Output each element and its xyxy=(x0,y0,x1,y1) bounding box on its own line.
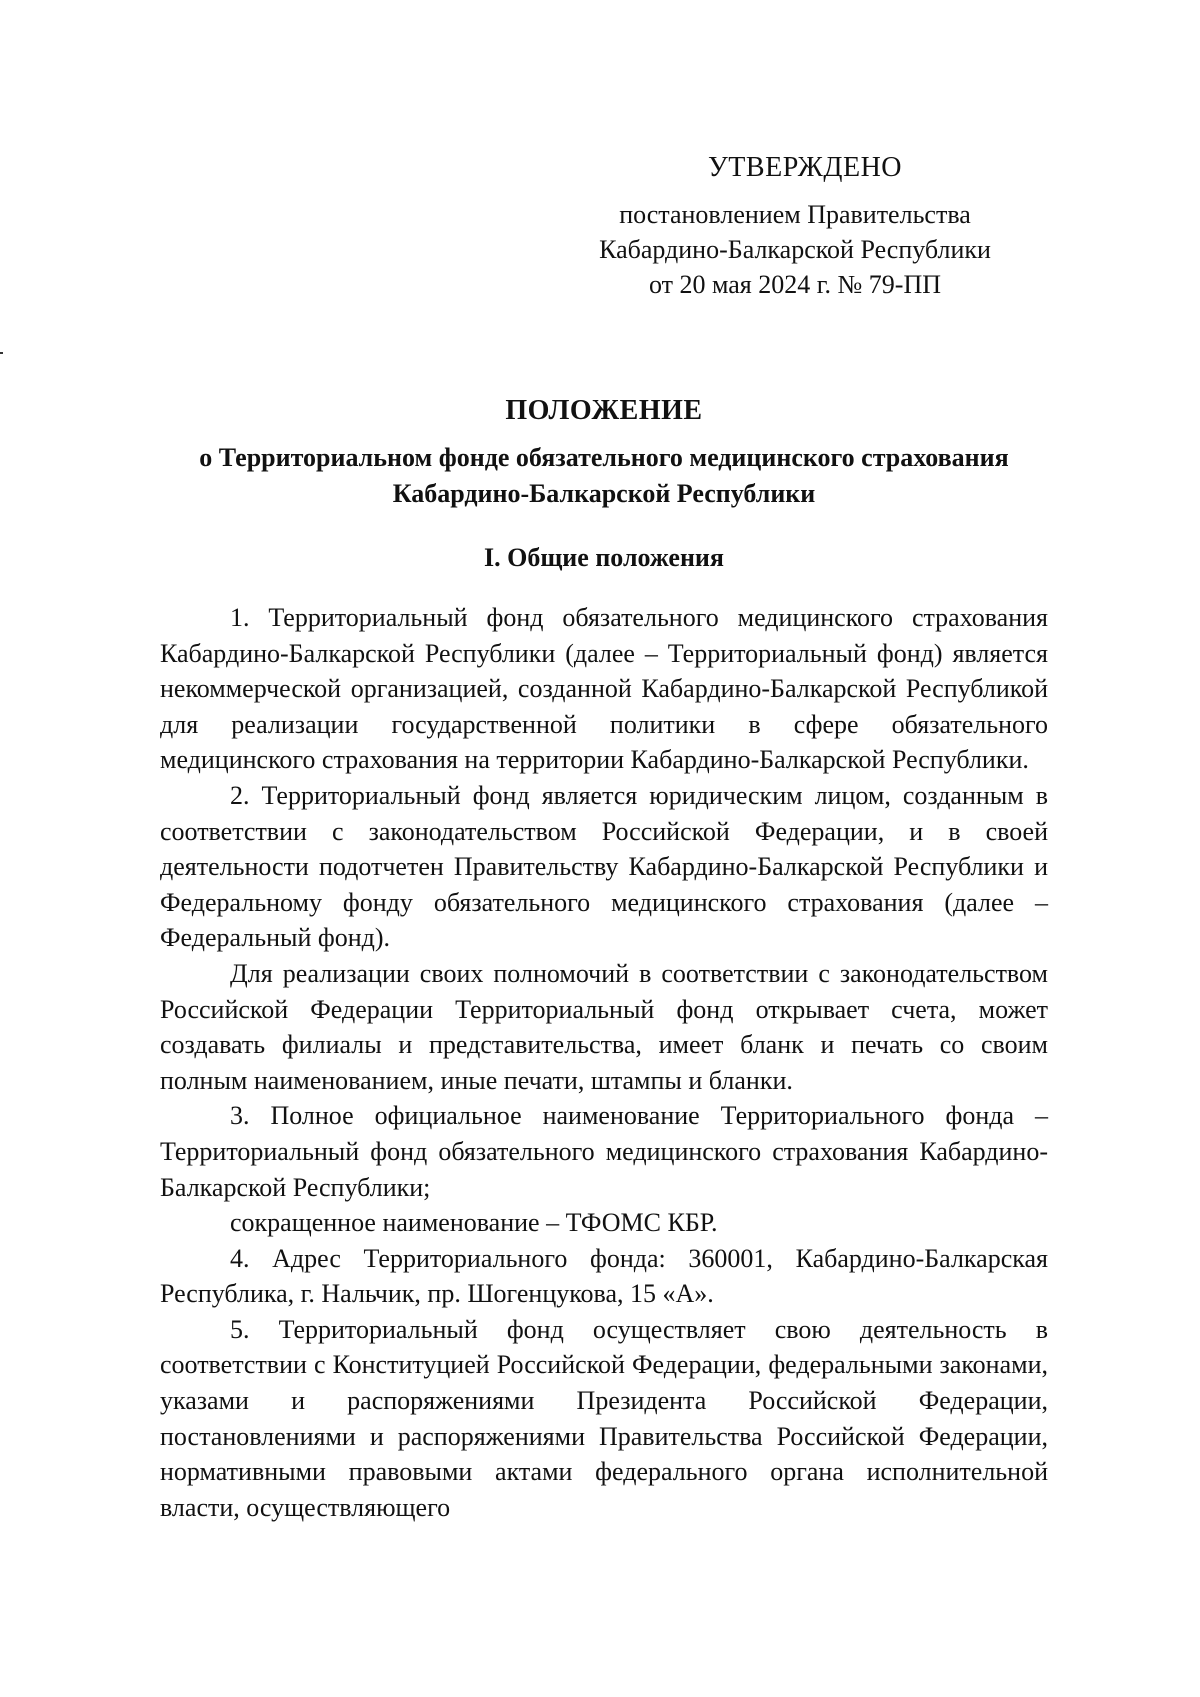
paragraph-2-continued: Для реализации своих полномочий в соответствии с законодательством Российской Федерации Территориальный фонд открывает счета, может создавать филиалы и представительства, имеет бланк и печать со своим полным наименованием, иные печати, штампы и бланки. xyxy=(160,958,1048,1095)
approval-line-date-number: от 20 мая 2024 г. № 79-ПП xyxy=(648,270,942,299)
document-body xyxy=(160,600,1048,1525)
document-title: ПОЛОЖЕНИЕ xyxy=(505,395,703,426)
approval-stamp-block xyxy=(560,150,1030,302)
margin-mark xyxy=(0,352,3,354)
approval-line-decree: постановлением Правительства xyxy=(619,200,971,229)
document-heading xyxy=(160,392,1048,512)
paragraph-4: 4. Адрес Территориального фонда: 360001, Кабардино-Балкарская Республика, г. Нальчик, пр. Шогенцукова, 15 «А». xyxy=(160,1243,1048,1309)
paragraph-3-short-name: сокращенное наименование – ТФОМС КБР. xyxy=(230,1208,718,1238)
paragraph-1: 1. Территориальный фонд обязательного медицинского страхования Кабардино-Балкарской Республики (далее – Территориальный фонд) является некоммерческой организацией, созданной Кабардино-Балкарской Республикой для реализации государственной политики в сфере обязательного медицинского страхования на территории Кабардино-Балкарской Республики. xyxy=(160,603,1048,775)
approved-label: УТВЕРЖДЕНО xyxy=(707,152,903,183)
paragraph-3: 3. Полное официальное наименование Территориального фонда – Территориальный фонд обязательного медицинского страхования Кабардино-Балкарской Республики; xyxy=(160,1101,1048,1202)
paragraph-2: 2. Территориальный фонд является юридическим лицом, созданным в соответствии с законодательством Российской Федерации, и в своей деятельности подотчетен Правительству Кабардино-Балкарской Республики и Федеральному фонду обязательного медицинского страхования (далее – Федеральный фонд). xyxy=(160,780,1048,953)
document-subtitle: о Территориальном фонде обязательного медицинского страхования Кабардино-Балкарской Республики xyxy=(199,443,1009,508)
paragraph-5: 5. Территориальный фонд осуществляет свою деятельность в соответствии с Конституцией Российской Федерации, федеральными законами, указами и распоряжениями Президента Российской Федерации, постановлениями и распоряжениями Правительства Российской Федерации, нормативными правовыми актами федерального органа исполнительной власти, осуществляющего xyxy=(160,1314,1048,1522)
approval-line-republic: Кабардино-Балкарской Республики xyxy=(599,235,991,264)
section-title: I. Общие положения xyxy=(484,543,724,572)
